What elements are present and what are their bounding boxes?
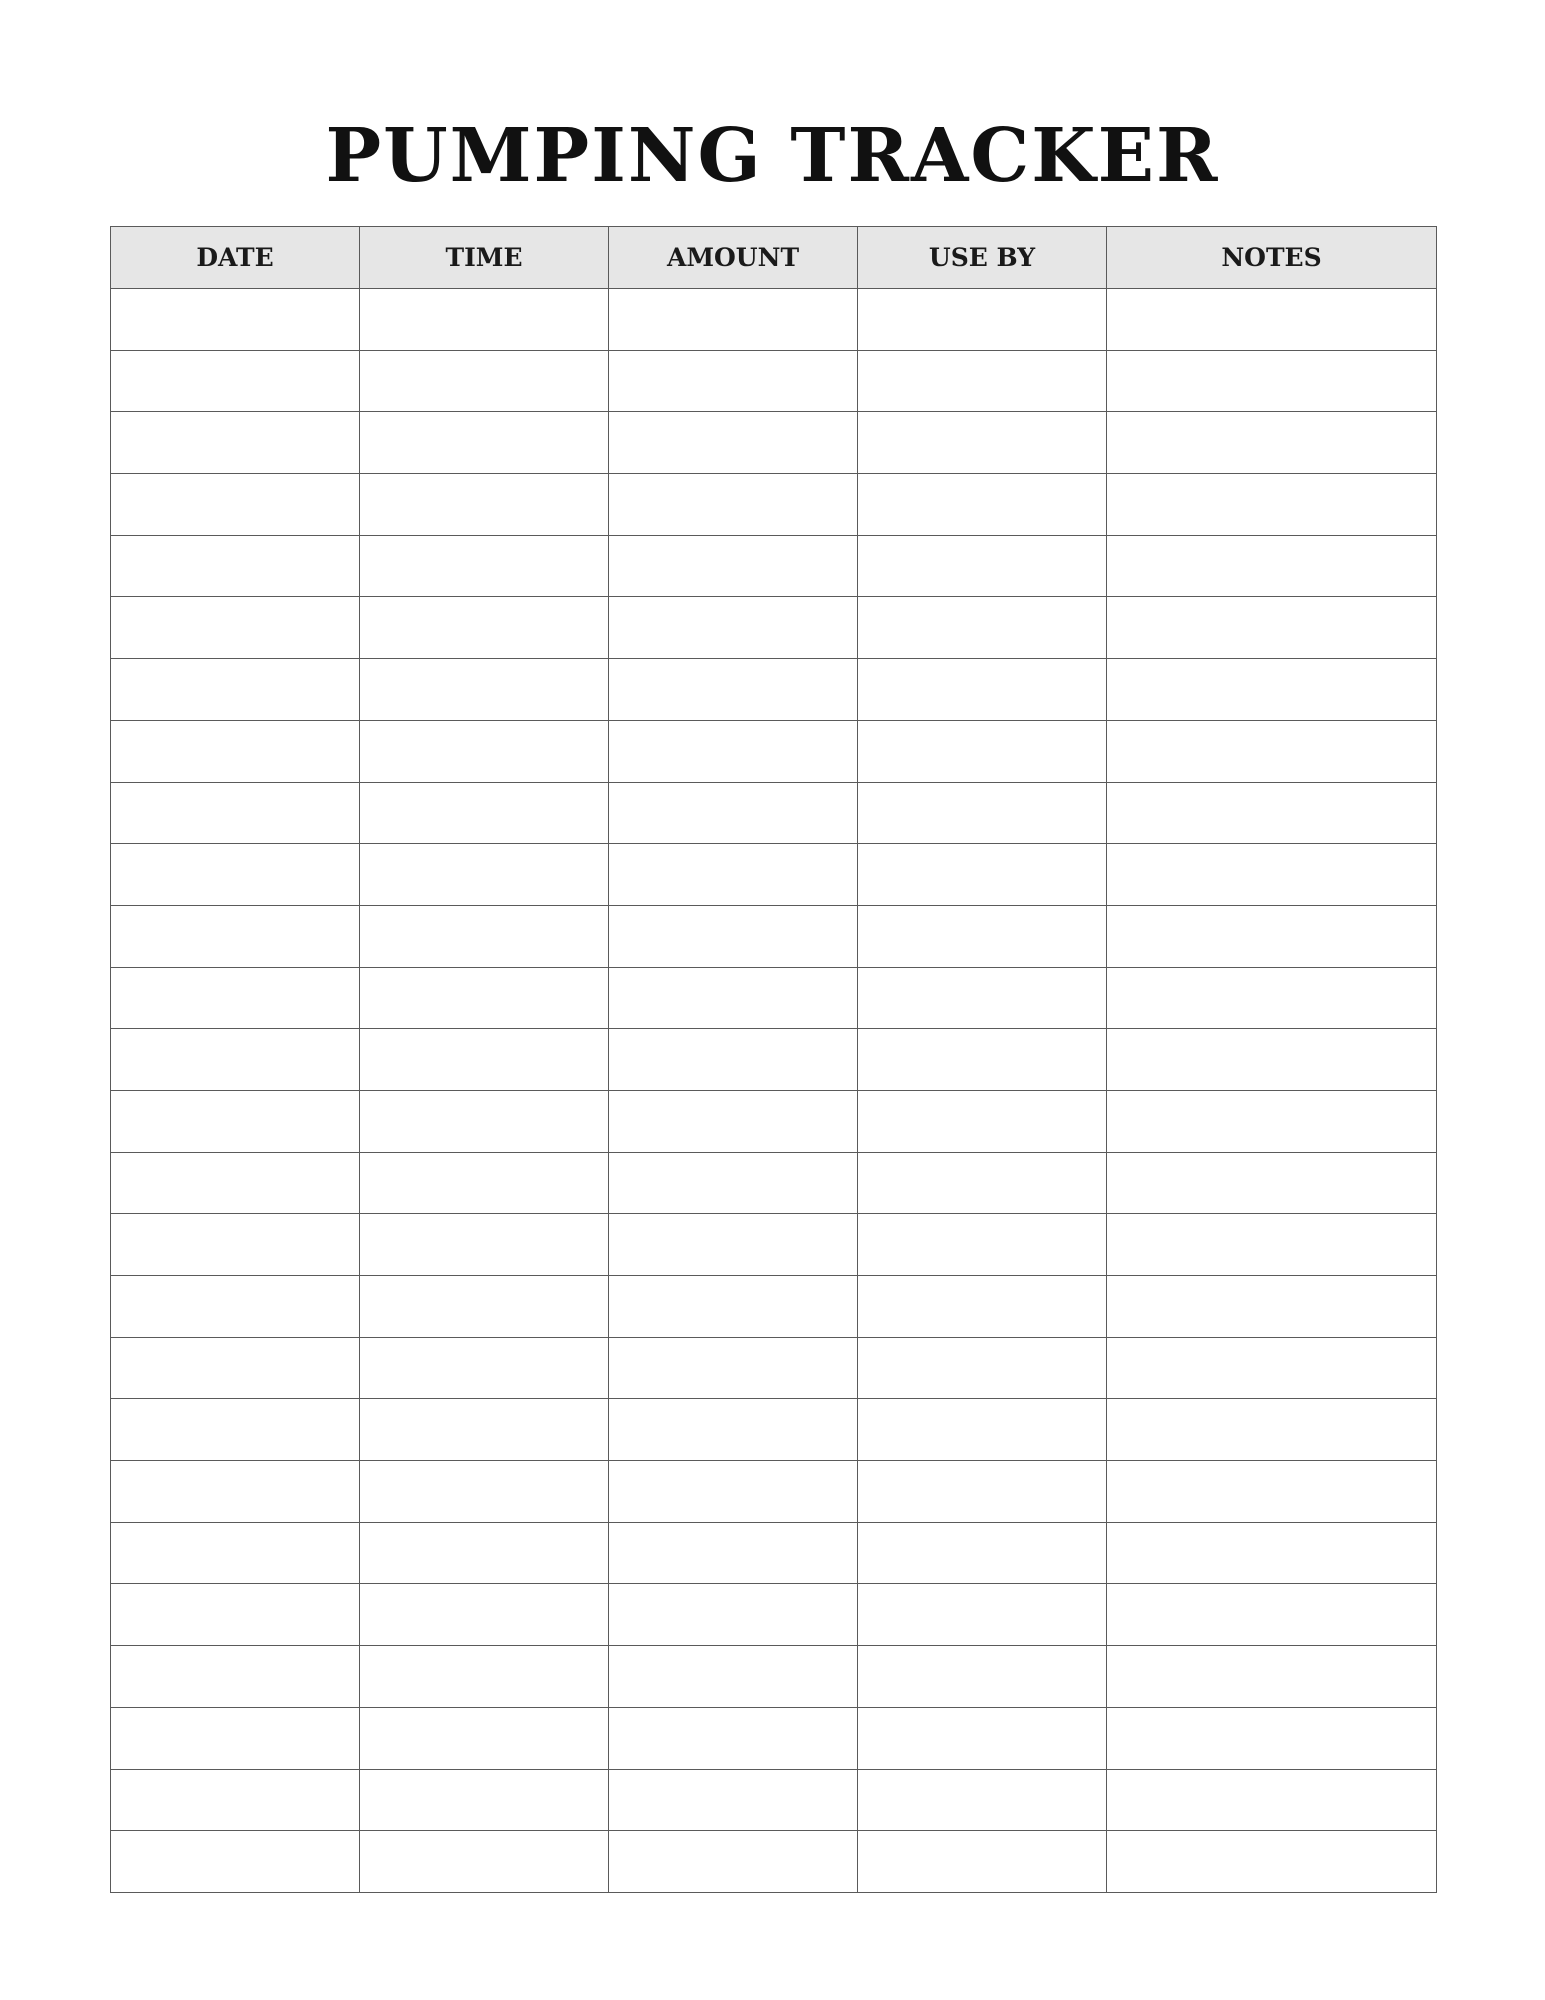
column-header-amount: AMOUNT bbox=[609, 227, 858, 289]
entry-cell-use-by[interactable] bbox=[858, 1584, 1107, 1646]
entry-cell-use-by[interactable] bbox=[858, 1399, 1107, 1461]
entry-cell-time[interactable] bbox=[360, 659, 609, 721]
entry-cell-time[interactable] bbox=[360, 1337, 609, 1399]
entry-cell-use-by[interactable] bbox=[858, 1646, 1107, 1708]
entry-cell-time[interactable] bbox=[360, 1152, 609, 1214]
entry-cell-amount[interactable] bbox=[609, 1646, 858, 1708]
table-row bbox=[111, 1276, 1437, 1338]
entry-cell-date[interactable] bbox=[111, 1029, 360, 1091]
entry-cell-date[interactable] bbox=[111, 289, 360, 351]
table-row bbox=[111, 1337, 1437, 1399]
table-row bbox=[111, 1214, 1437, 1276]
entry-cell-notes[interactable] bbox=[1107, 1090, 1437, 1152]
entry-cell-use-by[interactable] bbox=[858, 905, 1107, 967]
entry-cell-notes[interactable] bbox=[1107, 720, 1437, 782]
entry-cell-notes[interactable] bbox=[1107, 844, 1437, 906]
entry-cell-use-by[interactable] bbox=[858, 1029, 1107, 1091]
table-row bbox=[111, 1152, 1437, 1214]
entry-cell-date[interactable] bbox=[111, 412, 360, 474]
entry-cell-amount[interactable] bbox=[609, 1399, 858, 1461]
entry-cell-amount[interactable] bbox=[609, 1090, 858, 1152]
entry-cell-notes[interactable] bbox=[1107, 289, 1437, 351]
entry-cell-date[interactable] bbox=[111, 1461, 360, 1523]
entry-cell-date[interactable] bbox=[111, 844, 360, 906]
entry-cell-use-by[interactable] bbox=[858, 1214, 1107, 1276]
table-row bbox=[111, 659, 1437, 721]
entry-cell-amount[interactable] bbox=[609, 474, 858, 536]
entry-cell-time[interactable] bbox=[360, 1584, 609, 1646]
entry-cell-notes[interactable] bbox=[1107, 597, 1437, 659]
entry-cell-use-by[interactable] bbox=[858, 1337, 1107, 1399]
column-header-notes: NOTES bbox=[1107, 227, 1437, 289]
entry-cell-notes[interactable] bbox=[1107, 967, 1437, 1029]
table-row bbox=[111, 720, 1437, 782]
entry-cell-time[interactable] bbox=[360, 1461, 609, 1523]
entry-cell-notes[interactable] bbox=[1107, 1276, 1437, 1338]
entry-cell-time[interactable] bbox=[360, 782, 609, 844]
entry-cell-notes[interactable] bbox=[1107, 412, 1437, 474]
entry-cell-use-by[interactable] bbox=[858, 474, 1107, 536]
entry-cell-time[interactable] bbox=[360, 1399, 609, 1461]
entry-cell-use-by[interactable] bbox=[858, 844, 1107, 906]
entry-cell-amount[interactable] bbox=[609, 412, 858, 474]
table-row bbox=[111, 1584, 1437, 1646]
entry-cell-notes[interactable] bbox=[1107, 1461, 1437, 1523]
entry-cell-time[interactable] bbox=[360, 289, 609, 351]
entry-cell-notes[interactable] bbox=[1107, 1707, 1437, 1769]
entry-cell-date[interactable] bbox=[111, 1646, 360, 1708]
entry-cell-time[interactable] bbox=[360, 967, 609, 1029]
entry-cell-use-by[interactable] bbox=[858, 720, 1107, 782]
table-row bbox=[111, 1399, 1437, 1461]
entry-cell-notes[interactable] bbox=[1107, 905, 1437, 967]
entry-cell-use-by[interactable] bbox=[858, 1090, 1107, 1152]
entry-cell-notes[interactable] bbox=[1107, 1399, 1437, 1461]
entry-cell-notes[interactable] bbox=[1107, 1152, 1437, 1214]
entry-cell-date[interactable] bbox=[111, 1769, 360, 1831]
entry-cell-date[interactable] bbox=[111, 535, 360, 597]
entry-cell-use-by[interactable] bbox=[858, 1461, 1107, 1523]
table-row bbox=[111, 1831, 1437, 1893]
table-row bbox=[111, 474, 1437, 536]
entry-cell-use-by[interactable] bbox=[858, 597, 1107, 659]
entry-cell-use-by[interactable] bbox=[858, 782, 1107, 844]
entry-cell-amount[interactable] bbox=[609, 1152, 858, 1214]
entry-cell-notes[interactable] bbox=[1107, 1029, 1437, 1091]
column-header-time: TIME bbox=[360, 227, 609, 289]
entry-cell-time[interactable] bbox=[360, 1029, 609, 1091]
entry-cell-date[interactable] bbox=[111, 1337, 360, 1399]
entry-cell-amount[interactable] bbox=[609, 597, 858, 659]
entry-cell-notes[interactable] bbox=[1107, 535, 1437, 597]
entry-cell-use-by[interactable] bbox=[858, 289, 1107, 351]
entry-cell-amount[interactable] bbox=[609, 905, 858, 967]
table-row bbox=[111, 967, 1437, 1029]
entry-cell-date[interactable] bbox=[111, 659, 360, 721]
entry-cell-amount[interactable] bbox=[609, 967, 858, 1029]
table-row bbox=[111, 289, 1437, 351]
entry-cell-time[interactable] bbox=[360, 1276, 609, 1338]
entry-cell-date[interactable] bbox=[111, 1276, 360, 1338]
table-row bbox=[111, 782, 1437, 844]
table-row bbox=[111, 1769, 1437, 1831]
entry-cell-time[interactable] bbox=[360, 350, 609, 412]
entry-cell-amount[interactable] bbox=[609, 289, 858, 351]
column-header-use-by: USE BY bbox=[858, 227, 1107, 289]
entry-cell-use-by[interactable] bbox=[858, 1276, 1107, 1338]
entry-cell-date[interactable] bbox=[111, 1399, 360, 1461]
entry-cell-use-by[interactable] bbox=[858, 1831, 1107, 1893]
table-row bbox=[111, 1646, 1437, 1708]
entry-cell-date[interactable] bbox=[111, 1831, 360, 1893]
entry-cell-date[interactable] bbox=[111, 905, 360, 967]
entry-cell-time[interactable] bbox=[360, 844, 609, 906]
entry-cell-notes[interactable] bbox=[1107, 1831, 1437, 1893]
entry-cell-notes[interactable] bbox=[1107, 1214, 1437, 1276]
entry-cell-amount[interactable] bbox=[609, 1584, 858, 1646]
entry-cell-time[interactable] bbox=[360, 412, 609, 474]
entry-cell-time[interactable] bbox=[360, 1831, 609, 1893]
entry-cell-amount[interactable] bbox=[609, 350, 858, 412]
entry-cell-notes[interactable] bbox=[1107, 782, 1437, 844]
entry-cell-amount[interactable] bbox=[609, 1707, 858, 1769]
entry-cell-time[interactable] bbox=[360, 905, 609, 967]
entry-cell-amount[interactable] bbox=[609, 1522, 858, 1584]
entry-cell-time[interactable] bbox=[360, 1522, 609, 1584]
entry-cell-amount[interactable] bbox=[609, 1214, 858, 1276]
column-header-date: DATE bbox=[111, 227, 360, 289]
entry-cell-notes[interactable] bbox=[1107, 1584, 1437, 1646]
entry-cell-time[interactable] bbox=[360, 1707, 609, 1769]
entry-cell-use-by[interactable] bbox=[858, 1152, 1107, 1214]
entry-cell-amount[interactable] bbox=[609, 1337, 858, 1399]
entry-cell-time[interactable] bbox=[360, 474, 609, 536]
entry-cell-date[interactable] bbox=[111, 782, 360, 844]
entry-cell-date[interactable] bbox=[111, 474, 360, 536]
table-row bbox=[111, 1461, 1437, 1523]
entry-cell-date[interactable] bbox=[111, 1152, 360, 1214]
entry-cell-time[interactable] bbox=[360, 1646, 609, 1708]
table-row bbox=[111, 905, 1437, 967]
table-row bbox=[111, 1522, 1437, 1584]
pumping-log-table bbox=[110, 226, 1437, 1893]
table-row bbox=[111, 412, 1437, 474]
page-title: PUMPING TRACKER bbox=[325, 113, 1220, 199]
entry-cell-notes[interactable] bbox=[1107, 1646, 1437, 1708]
entry-cell-notes[interactable] bbox=[1107, 1522, 1437, 1584]
table-body bbox=[111, 289, 1437, 1893]
entry-cell-amount[interactable] bbox=[609, 1276, 858, 1338]
entry-cell-time[interactable] bbox=[360, 1214, 609, 1276]
table-header-row bbox=[111, 227, 1437, 289]
entry-cell-notes[interactable] bbox=[1107, 659, 1437, 721]
entry-cell-time[interactable] bbox=[360, 1769, 609, 1831]
entry-cell-amount[interactable] bbox=[609, 659, 858, 721]
entry-cell-amount[interactable] bbox=[609, 1831, 858, 1893]
entry-cell-notes[interactable] bbox=[1107, 474, 1437, 536]
table-row bbox=[111, 1707, 1437, 1769]
entry-cell-amount[interactable] bbox=[609, 1461, 858, 1523]
table-row bbox=[111, 597, 1437, 659]
entry-cell-amount[interactable] bbox=[609, 1029, 858, 1091]
entry-cell-amount[interactable] bbox=[609, 535, 858, 597]
entry-cell-time[interactable] bbox=[360, 720, 609, 782]
entry-cell-use-by[interactable] bbox=[858, 967, 1107, 1029]
table-row bbox=[111, 535, 1437, 597]
entry-cell-amount[interactable] bbox=[609, 1769, 858, 1831]
table-row bbox=[111, 1029, 1437, 1091]
entry-cell-date[interactable] bbox=[111, 720, 360, 782]
entry-cell-notes[interactable] bbox=[1107, 1769, 1437, 1831]
entry-cell-date[interactable] bbox=[111, 1584, 360, 1646]
entry-cell-date[interactable] bbox=[111, 967, 360, 1029]
entry-cell-amount[interactable] bbox=[609, 844, 858, 906]
entry-cell-amount[interactable] bbox=[609, 782, 858, 844]
table-row bbox=[111, 1090, 1437, 1152]
entry-cell-date[interactable] bbox=[111, 597, 360, 659]
entry-cell-use-by[interactable] bbox=[858, 1769, 1107, 1831]
entry-cell-use-by[interactable] bbox=[858, 659, 1107, 721]
entry-cell-use-by[interactable] bbox=[858, 1707, 1107, 1769]
entry-cell-notes[interactable] bbox=[1107, 350, 1437, 412]
entry-cell-use-by[interactable] bbox=[858, 350, 1107, 412]
entry-cell-use-by[interactable] bbox=[858, 412, 1107, 474]
table-row bbox=[111, 350, 1437, 412]
entry-cell-amount[interactable] bbox=[609, 720, 858, 782]
entry-cell-time[interactable] bbox=[360, 535, 609, 597]
entry-cell-date[interactable] bbox=[111, 1707, 360, 1769]
table-row bbox=[111, 844, 1437, 906]
entry-cell-time[interactable] bbox=[360, 597, 609, 659]
entry-cell-time[interactable] bbox=[360, 1090, 609, 1152]
entry-cell-date[interactable] bbox=[111, 1090, 360, 1152]
entry-cell-use-by[interactable] bbox=[858, 535, 1107, 597]
entry-cell-use-by[interactable] bbox=[858, 1522, 1107, 1584]
entry-cell-date[interactable] bbox=[111, 350, 360, 412]
entry-cell-date[interactable] bbox=[111, 1214, 360, 1276]
entry-cell-notes[interactable] bbox=[1107, 1337, 1437, 1399]
entry-cell-date[interactable] bbox=[111, 1522, 360, 1584]
